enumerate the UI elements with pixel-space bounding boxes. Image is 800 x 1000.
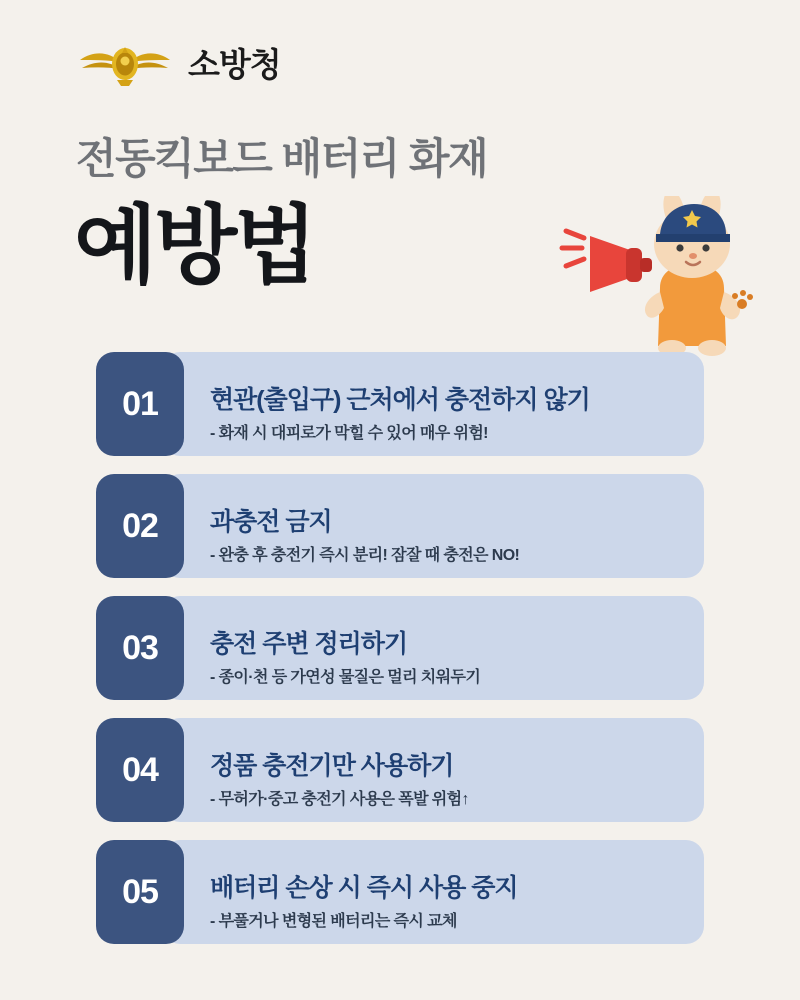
item-title: 충전 주변 정리하기	[210, 629, 408, 658]
prevention-tip-list	[96, 352, 704, 962]
org-name: 소방청	[188, 45, 281, 83]
list-item	[96, 352, 704, 456]
item-content	[162, 596, 704, 700]
item-number-badge: 02	[96, 474, 184, 578]
item-content	[162, 840, 704, 944]
item-description: - 화재 시 대피로가 막힐 수 있어 매우 위험!	[210, 424, 488, 442]
item-number-badge: 05	[96, 840, 184, 944]
item-number-badge: 03	[96, 596, 184, 700]
list-item	[96, 718, 704, 822]
item-description: - 무허가·중고 충전기 사용은 폭발 위험↑	[210, 790, 469, 808]
item-title: 현관(출입구) 근처에서 충전하지 않기	[210, 385, 590, 414]
list-item	[96, 596, 704, 700]
item-description: - 부풀거나 변형된 배터리는 즉시 교체	[210, 912, 457, 930]
item-title: 과충전 금지	[210, 507, 332, 536]
item-content	[162, 718, 704, 822]
item-title: 정품 충전기만 사용하기	[210, 751, 454, 780]
item-number-badge: 01	[96, 352, 184, 456]
brand-header	[76, 38, 281, 90]
fire-agency-emblem-icon	[76, 38, 174, 90]
item-content	[162, 352, 704, 456]
item-description: - 완충 후 충전기 즉시 분리! 잠잘 때 충전은 NO!	[210, 546, 520, 564]
list-item	[96, 840, 704, 944]
item-description: - 종이·천 등 가연성 물질은 멀리 치워두기	[210, 668, 481, 686]
item-content	[162, 474, 704, 578]
page-subtitle: 전동킥보드 배터리 화재	[76, 135, 488, 182]
item-number-badge: 04	[96, 718, 184, 822]
list-item	[96, 474, 704, 578]
item-title: 배터리 손상 시 즉시 사용 중지	[210, 873, 518, 902]
page-title: 예방법	[74, 198, 315, 294]
rabbit-mascot-with-megaphone-icon	[556, 196, 756, 372]
